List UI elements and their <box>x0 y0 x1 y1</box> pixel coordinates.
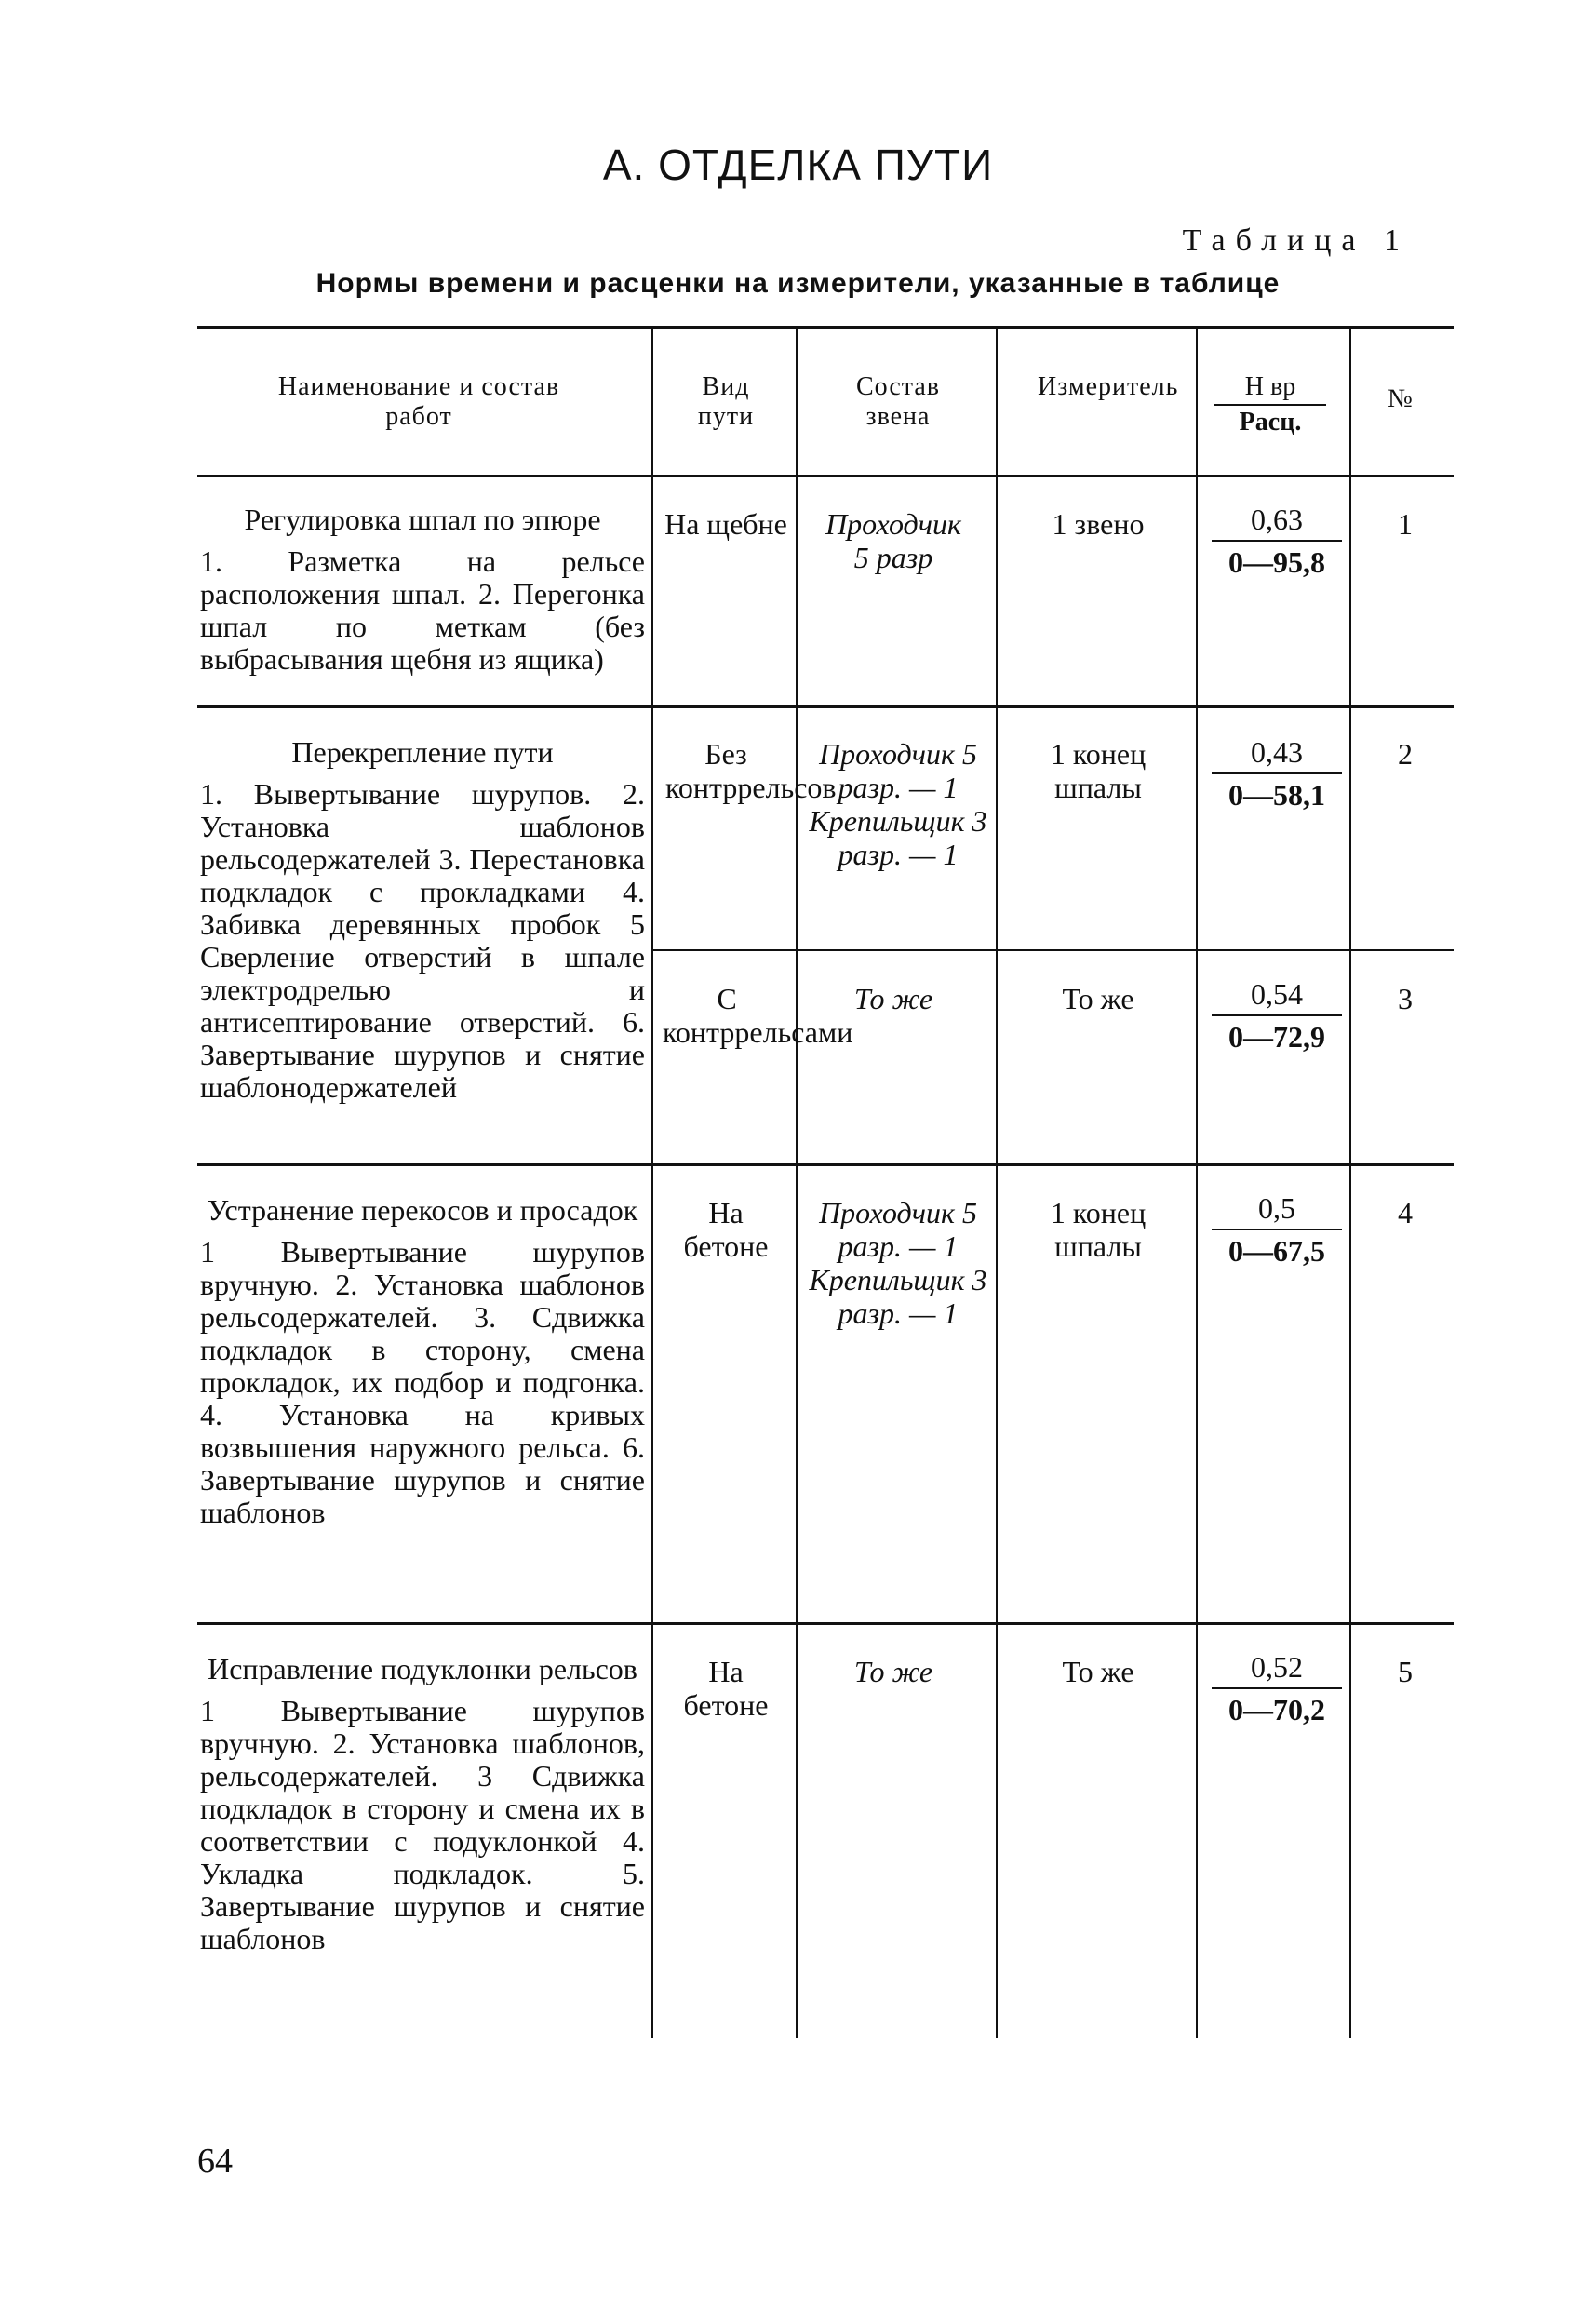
row-3-bottom-rule <box>197 1163 1454 1166</box>
col-divider-5 <box>1349 326 1351 2038</box>
row-3-norm-time: 0,54 <box>1212 977 1342 1016</box>
row-1-name <box>200 503 645 676</box>
page-number: 64 <box>197 2142 233 2181</box>
row-1-num: 1 <box>1398 507 1413 541</box>
row-4-name <box>200 1193 645 1529</box>
row-1-rate: 0—95,8 <box>1228 545 1325 579</box>
header-name: Наименование и состав работ <box>277 372 560 431</box>
section-title: А. ОТДЕЛКА ПУТИ <box>602 141 994 189</box>
row-4-bottom-rule <box>197 1622 1454 1625</box>
row-5-track: На бетоне <box>683 1655 769 1722</box>
row-3-crew: То же <box>853 982 933 1015</box>
row-2-rate: 0—58,1 <box>1228 778 1325 812</box>
col-divider-3 <box>996 326 998 2038</box>
header-unit: Измеритель <box>1038 372 1179 401</box>
row-5-norm-time: 0,52 <box>1212 1650 1342 1689</box>
row-5-title: Исправление подуклонки рельсов <box>208 1652 637 1685</box>
row-5-name <box>200 1652 645 1955</box>
row-2-num: 2 <box>1398 737 1413 771</box>
row-5-rate: 0—70,2 <box>1228 1693 1325 1726</box>
row-2-title: Перекрепление пути <box>291 735 554 769</box>
row-2-desc: 1. Вывертывание шурупов. 2. Установка шаблонов рельсодержателей 3. Перестановка подкладок с прокладками 4. Забивка деревянных пробок 5 Сверление отверстий в шпале электродрелью и антисептирование отверстий. 6. Завертывание шурупов и снятие шаблонодержателей <box>200 777 645 1104</box>
table-top-rule <box>197 326 1454 329</box>
row-1-unit: 1 звено <box>1052 507 1145 541</box>
row-2-crew: Проходчик 5 разр. — 1 Крепильщик 3 разр. — 1 <box>809 737 987 871</box>
header-norm <box>1214 370 1326 439</box>
row-3-unit: То же <box>1062 982 1134 1015</box>
row-3-track: С контррельсами <box>663 982 853 1049</box>
row-2-track: Без контррельсов <box>665 737 837 804</box>
row-5-unit: То же <box>1062 1655 1134 1688</box>
row-4-unit: 1 конец шпалы <box>1050 1196 1147 1263</box>
header-bottom-rule <box>197 475 1454 477</box>
table-subtitle: Нормы времени и расценки на измерители, указанные в таблице <box>315 268 1281 299</box>
table-label: Таблица 1 <box>1182 223 1410 258</box>
header-norm-time: Н вр <box>1214 370 1326 406</box>
row-2-norm <box>1212 735 1342 812</box>
row-4-norm <box>1212 1191 1342 1268</box>
row-5-num: 5 <box>1398 1655 1413 1688</box>
row-2-unit: 1 конец шпалы <box>1050 737 1147 804</box>
row-1-bottom-rule <box>197 705 1454 708</box>
header-crew: Состав звена <box>855 372 941 431</box>
row-1-crew: Проходчик 5 разр <box>825 507 961 574</box>
row-4-norm-time: 0,5 <box>1212 1191 1342 1230</box>
header-track: Вид пути <box>697 372 755 431</box>
row-5-norm <box>1212 1650 1342 1726</box>
row-2-bottom-rule <box>651 949 1454 951</box>
row-4-num: 4 <box>1398 1196 1413 1229</box>
row-4-rate: 0—67,5 <box>1228 1234 1325 1268</box>
header-num: № <box>1388 384 1414 413</box>
row-3-num: 3 <box>1398 982 1413 1015</box>
row-4-title: Устранение перекосов и просадок <box>207 1193 638 1227</box>
col-divider-1 <box>651 326 653 2038</box>
row-1-track: На щебне <box>664 507 787 541</box>
row-1-norm <box>1212 503 1342 579</box>
row-3-rate: 0—72,9 <box>1228 1020 1325 1054</box>
row-1-norm-time: 0,63 <box>1212 503 1342 542</box>
row-3-norm <box>1212 977 1342 1054</box>
row-5-crew: То же <box>853 1655 933 1688</box>
row-4-track: На бетоне <box>683 1196 769 1263</box>
row-1-desc: 1. Разметка на рельсе расположения шпал. 2. Перегонка шпал по меткам (без выбрасывания щебня из ящика) <box>200 544 645 676</box>
col-divider-4 <box>1196 326 1198 2038</box>
col-divider-2 <box>796 326 798 2038</box>
row-4-desc: 1 Вывертывание шурупов вручную. 2. Установка шаблонов рельсодержателей. 3. Сдвижка подкладок в сторону, смена прокладок, их подбор и подгонка. 4. Установка на кривых возвышения наружного рельса. 6. Завертывание шурупов и снятие шаблонов <box>200 1235 645 1529</box>
row-5-desc: 1 Вывертывание шурупов вручную. 2. Установка шаблонов, рельсодержателей. 3 Сдвижка подкладок в сторону и смена их в соответствии с подуклонкой 4. Укладка подкладок. 5. Завертывание шурупов и снятие шаблонов <box>200 1694 645 1955</box>
row-2-name <box>200 735 645 1104</box>
row-1-title: Регулировка шпал по эпюре <box>244 503 601 536</box>
row-2-norm-time: 0,43 <box>1212 735 1342 774</box>
header-rate: Расц. <box>1239 408 1302 436</box>
row-4-crew: Проходчик 5 разр. — 1 Крепильщик 3 разр. — 1 <box>809 1196 987 1330</box>
